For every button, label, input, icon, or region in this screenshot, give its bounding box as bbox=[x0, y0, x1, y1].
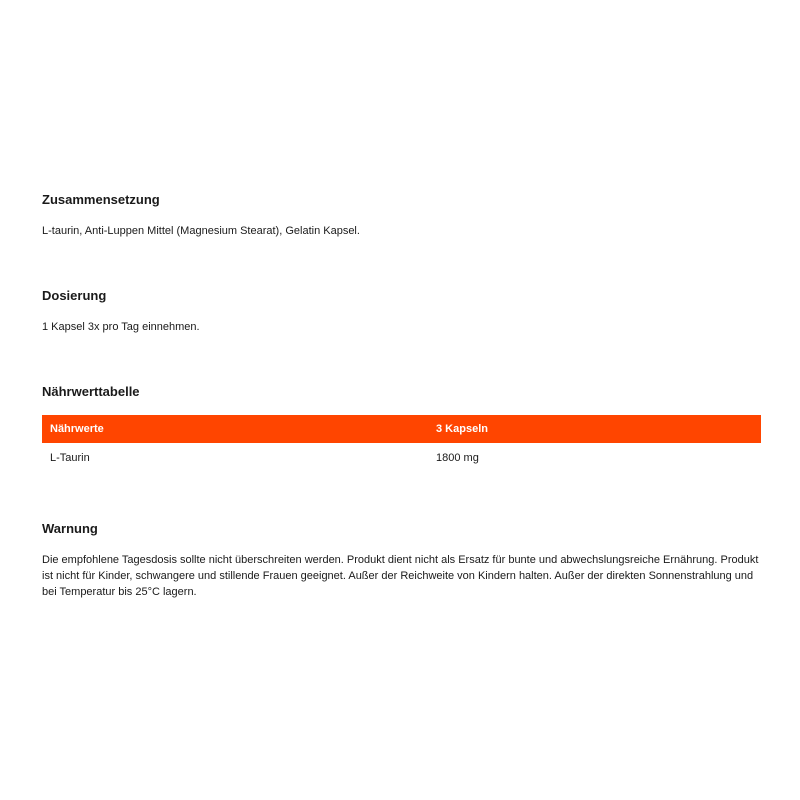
nutrient-value: 1800 mg bbox=[436, 452, 479, 464]
warning-title: Warnung bbox=[42, 521, 98, 536]
warning-section bbox=[42, 519, 761, 600]
nutrition-header-serving: 3 Kapseln bbox=[428, 415, 761, 443]
nutrition-table-header-row bbox=[42, 415, 761, 443]
nutrient-name: L-Taurin bbox=[50, 452, 90, 464]
nutrition-header-nutrients: Nährwerte bbox=[42, 415, 428, 443]
nutrition-section bbox=[42, 382, 761, 473]
composition-section bbox=[42, 190, 761, 239]
dosage-title: Dosierung bbox=[42, 288, 107, 303]
composition-text: L-taurin, Anti-Luppen Mittel (Magnesium Stearat), Gelatin Kapsel. bbox=[42, 225, 360, 237]
nutrition-title: Nährwerttabelle bbox=[42, 384, 140, 399]
nutrition-table bbox=[42, 415, 761, 473]
table-row bbox=[42, 443, 761, 473]
dosage-section bbox=[42, 286, 761, 335]
warning-text: Die empfohlene Tagesdosis sollte nicht überschreiten werden. Produkt dient nicht als Ersatz für bunte und abwechslungsreiche Ernährung. Produkt ist nicht für Kinder, schwangere und stillende Frauen geeignet. Außer der Reichweite von Kindern halten. Außer der direkten Sonnenstrahlung und bei Temperatur bis 25°C lagern. bbox=[42, 554, 759, 598]
dosage-text: 1 Kapsel 3x pro Tag einnehmen. bbox=[42, 321, 200, 333]
composition-title: Zusammensetzung bbox=[42, 192, 160, 207]
